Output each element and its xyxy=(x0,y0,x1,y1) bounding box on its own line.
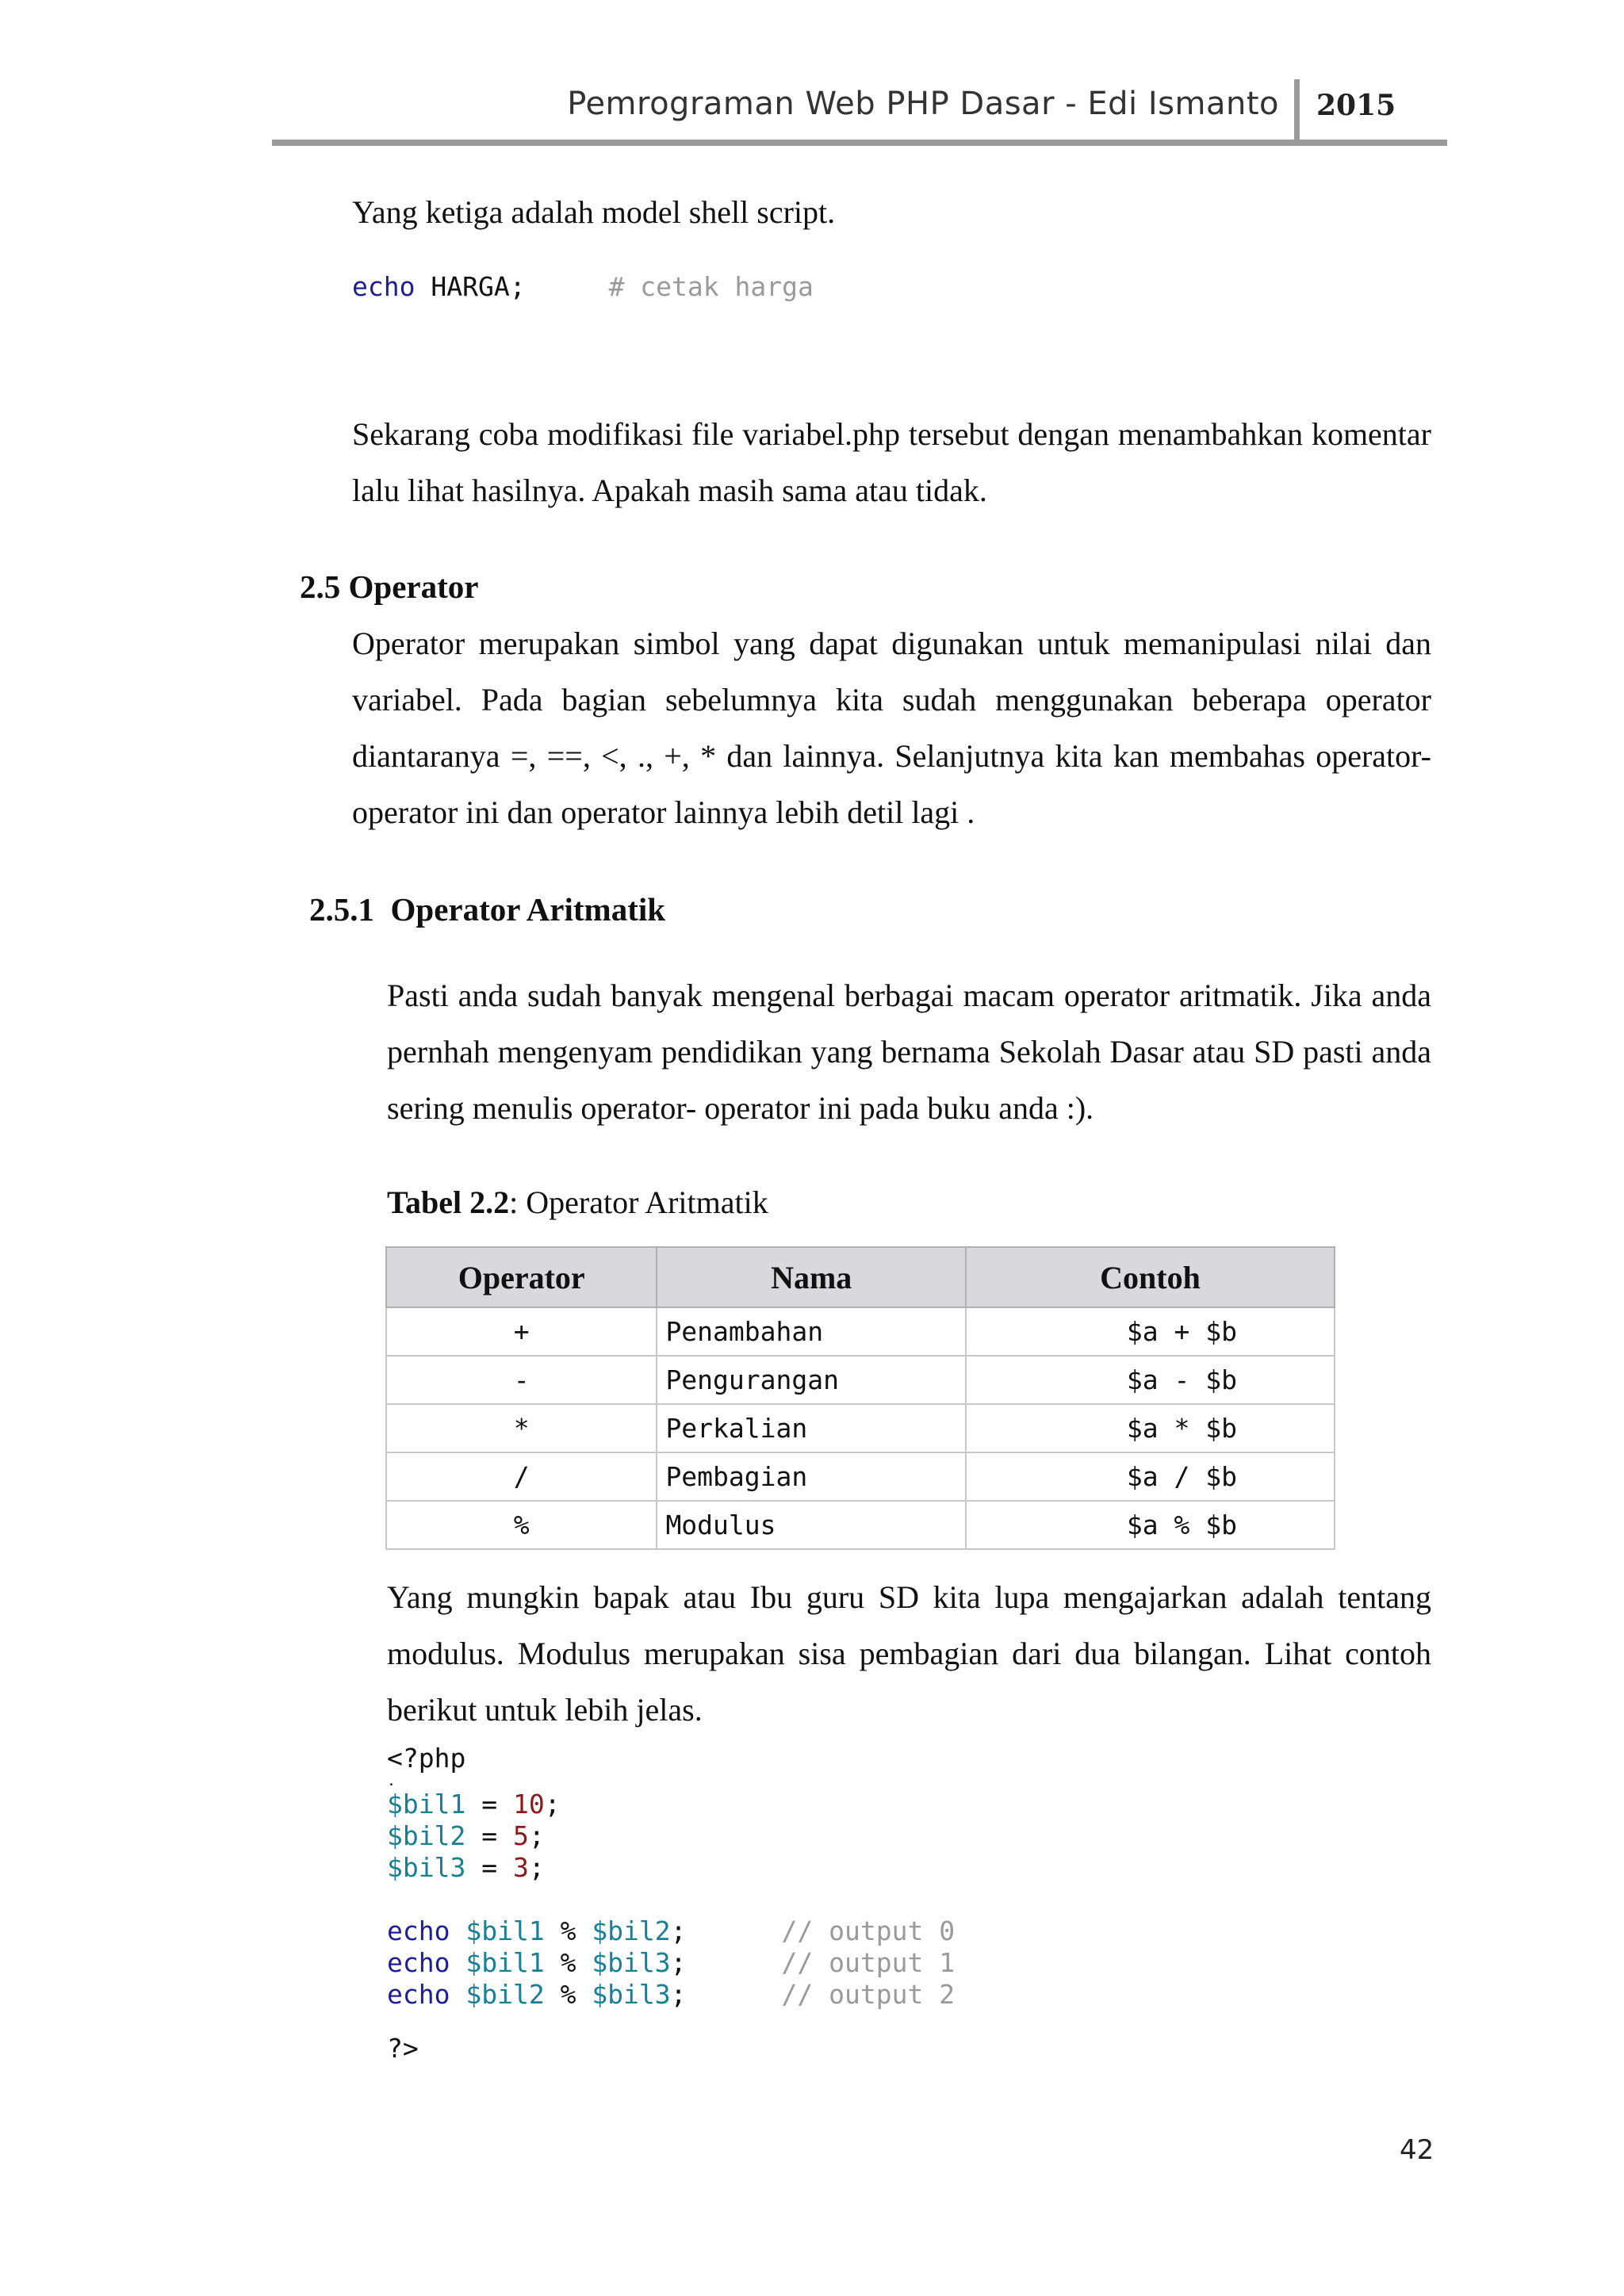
code-terminator: ; xyxy=(670,1979,687,2010)
code-operator: % xyxy=(544,1979,592,2010)
shell-intro-text: Yang ketiga adalah model shell script. xyxy=(352,194,836,230)
example-cell: $a * $b xyxy=(966,1404,1335,1452)
header-contoh: Contoh xyxy=(966,1247,1335,1307)
table-row xyxy=(386,1307,1335,1356)
code-operator: = xyxy=(465,1852,513,1883)
code-operator: = xyxy=(465,1820,513,1851)
table-row xyxy=(386,1404,1335,1452)
operator-cell: + xyxy=(386,1307,657,1356)
code-line xyxy=(387,1979,955,2011)
code-terminator: ; xyxy=(544,1789,561,1820)
code-line xyxy=(387,1915,955,1947)
subsection-heading: 2.5.1 Operator Aritmatik xyxy=(309,891,666,928)
code-number: 10 xyxy=(512,1789,545,1820)
example-cell: $a - $b xyxy=(966,1356,1335,1404)
table-row xyxy=(386,1452,1335,1501)
code-operator: = xyxy=(465,1789,513,1820)
operator-cell: % xyxy=(386,1501,657,1549)
table-row xyxy=(386,1356,1335,1404)
code-terminator: ; xyxy=(670,1915,687,1946)
code-line xyxy=(387,1852,955,1884)
header-nama: Nama xyxy=(657,1247,966,1307)
code-terminator: ; xyxy=(528,1852,545,1883)
operator-cell: / xyxy=(386,1452,657,1501)
header-rule xyxy=(272,140,1447,146)
code-terminator: ; xyxy=(528,1820,545,1851)
code-variable: $bil3 xyxy=(592,1947,671,1978)
code-number: 5 xyxy=(512,1820,529,1851)
code-comment: // output 2 xyxy=(781,1979,956,2010)
code-variable: $bil3 xyxy=(387,1852,466,1883)
modify-paragraph: Sekarang coba modifikasi file variabel.php tersebut dengan menambahkan komentar lalu lihat hasilnya. Apakah masih sama atau tidak. xyxy=(352,416,1431,508)
code-text: HARGA; xyxy=(415,271,526,302)
code-close-tag: ?> xyxy=(387,2033,419,2064)
code-keyword: echo xyxy=(387,1915,450,1946)
aritmatik-paragraph: Pasti anda sudah banyak mengenal berbagai macam operator aritmatik. Jika anda pernhah mengenyam pendidikan yang bernama Sekolah Dasar atau SD pasti anda sering menulis operator- operator ini pada buku anda :). xyxy=(387,978,1431,1126)
code-comment: // output 1 xyxy=(781,1947,956,1978)
code-variable: $bil1 xyxy=(387,1789,466,1820)
name-cell: Pembagian xyxy=(657,1452,966,1501)
table-header-row xyxy=(386,1247,1335,1307)
code-dot: . xyxy=(387,1773,396,1789)
example-cell: $a + $b xyxy=(966,1307,1335,1356)
header-operator: Operator xyxy=(386,1247,657,1307)
operator-table xyxy=(385,1246,1335,1550)
header-divider xyxy=(1294,79,1300,143)
code-keyword: echo xyxy=(387,1979,450,2010)
code-keyword: echo xyxy=(352,271,416,302)
code-line xyxy=(387,1820,955,1852)
operator-cell: - xyxy=(386,1356,657,1404)
code-variable: $bil2 xyxy=(387,1820,466,1851)
code-keyword: echo xyxy=(387,1947,450,1978)
name-cell: Penambahan xyxy=(657,1307,966,1356)
section-heading: 2.5 Operator xyxy=(300,568,479,605)
code-operator: % xyxy=(544,1947,592,1978)
code-line xyxy=(387,1947,955,1979)
example-cell: $a / $b xyxy=(966,1452,1335,1501)
operator-cell: * xyxy=(386,1404,657,1452)
php-code-block xyxy=(387,1743,955,2064)
table-caption-text: : Operator Aritmatik xyxy=(509,1184,768,1220)
name-cell: Pengurangan xyxy=(657,1356,966,1404)
table-caption-label: Tabel 2.2 xyxy=(387,1184,510,1220)
modulus-paragraph: Yang mungkin bapak atau Ibu guru SD kita lupa mengajarkan adalah tentang modulus. Modulus merupakan sisa pembagian dari dua bilangan. Lihat contoh berikut untuk lebih jelas. xyxy=(387,1579,1431,1728)
code-variable: $bil2 xyxy=(465,1979,545,2010)
code-comment: // output 0 xyxy=(781,1915,956,1946)
code-operator: % xyxy=(544,1915,592,1946)
code-terminator: ; xyxy=(670,1947,687,1978)
code-line xyxy=(387,1789,955,1820)
code-comment: # cetak harga xyxy=(608,271,814,302)
name-cell: Perkalian xyxy=(657,1404,966,1452)
code-open-tag: <?php xyxy=(387,1743,466,1774)
code-variable: $bil1 xyxy=(465,1915,545,1946)
table-caption xyxy=(387,1184,768,1221)
name-cell: Modulus xyxy=(657,1501,966,1549)
running-header-year: 2015 xyxy=(1316,89,1396,122)
code-variable: $bil1 xyxy=(465,1947,545,1978)
running-header-title: Pemrograman Web PHP Dasar - Edi Ismanto xyxy=(567,86,1279,122)
table-row xyxy=(386,1501,1335,1549)
code-variable: $bil2 xyxy=(592,1915,671,1946)
code-variable: $bil3 xyxy=(592,1979,671,2010)
operator-paragraph: Operator merupakan simbol yang dapat digunakan untuk memanipulasi nilai dan variabel. Pada bagian sebelumnya kita sudah menggunakan beberapa operator diantaranya =, ==, <, ., +, * dan lainnya. Selanjutnya kita kan membahas operator-operator ini dan operator lainnya lebih detil lagi . xyxy=(352,626,1431,830)
shell-code-block xyxy=(352,271,814,303)
page-number: 42 xyxy=(1400,2134,1434,2166)
example-cell: $a % $b xyxy=(966,1501,1335,1549)
code-number: 3 xyxy=(512,1852,529,1883)
